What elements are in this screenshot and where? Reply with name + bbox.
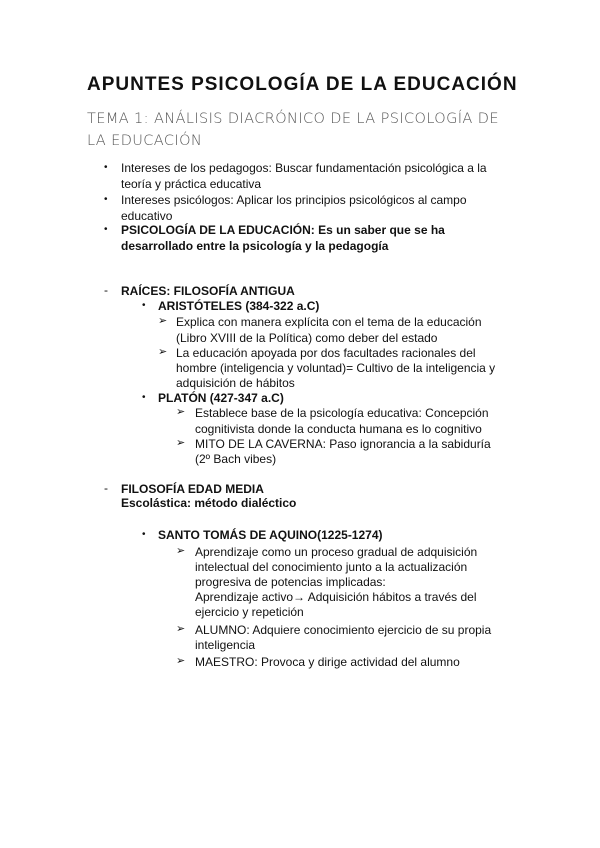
philosopher-name: SANTO TOMÁS DE AQUINO(1225-1274) [158, 528, 383, 542]
list-item: hombre (inteligencia y voluntad)= Cultivo de la inteligencia y [176, 361, 496, 375]
arrow-bullet-icon: ➢ [176, 623, 186, 635]
list-item: PSICOLOGÍA DE LA EDUCACIÓN: Es un saber que se ha [121, 223, 445, 237]
arrow-bullet-icon: ➢ [176, 406, 186, 418]
list-item: cognitivista donde la conducta humana es lo cognitivo [195, 422, 482, 436]
list-item: MAESTRO: Provoca y dirige actividad del alumno [195, 655, 460, 669]
list-item: adquisición de hábitos [176, 376, 295, 390]
philosopher-name: ARISTÓTELES (384-322 a.C) [158, 299, 320, 313]
list-item: inteligencia [195, 638, 256, 652]
list-item: (Libro XVIII de la Política) como deber del estado [176, 331, 438, 345]
bullet-icon: • [142, 392, 146, 403]
list-item: La educación apoyada por dos facultades racionales del [176, 346, 476, 360]
dash-icon: - [104, 283, 108, 297]
philosopher-name: PLATÓN (427-347 a.C) [158, 391, 284, 405]
list-item: Intereses psicólogos: Aplicar los principios psicológicos al campo [121, 193, 467, 207]
list-item: desarrollado entre la psicología y la pedagogía [121, 239, 389, 253]
list-item: educativo [121, 209, 173, 223]
list-item: Establece base de la psicología educativa: Concepción [195, 406, 489, 420]
list-item: teoría y práctica educativa [121, 177, 262, 191]
list-item: ejercicio y repetición [195, 605, 304, 619]
bullet-icon: • [104, 162, 108, 173]
list-item: Explica con manera explícita con el tema de la educación [176, 315, 482, 329]
bullet-icon: • [104, 224, 108, 235]
list-item: Aprendizaje activo→ Adquisición hábitos a través del [195, 590, 477, 604]
tema-heading: TEMA 1: ANÁLISIS DIACRÓNICO DE LA PSICOLOGÍA DE LA EDUCACIÓN [87, 111, 499, 149]
arrow-bullet-icon: ➢ [158, 346, 168, 358]
list-item: intelectual del conocimiento junto a la actualización [195, 560, 468, 574]
arrow-bullet-icon: ➢ [176, 545, 186, 557]
section-heading: FILOSOFÍA EDAD MEDIA [121, 482, 264, 496]
section-subheading: Escolástica: método dialéctico [121, 496, 297, 510]
arrow-bullet-icon: ➢ [176, 655, 186, 667]
list-item: ALUMNO: Adquiere conocimiento ejercicio de su propia [195, 623, 492, 637]
arrow-bullet-icon: ➢ [158, 315, 168, 327]
list-item: Aprendizaje como un proceso gradual de adquisición [195, 545, 478, 559]
bullet-icon: • [142, 529, 146, 540]
bullet-icon: • [104, 194, 108, 205]
list-item: MITO DE LA CAVERNA: Paso ignorancia a la sabiduría [195, 437, 491, 451]
section-heading: RAÍCES: FILOSOFÍA ANTIGUA [121, 284, 295, 298]
page-title: APUNTES PSICOLOGÍA DE LA EDUCACIÓN [87, 74, 518, 95]
dash-icon: - [104, 481, 108, 495]
arrow-bullet-icon: ➢ [176, 437, 186, 449]
list-item: Intereses de los pedagogos: Buscar fundamentación psicológica a la [121, 161, 487, 175]
bullet-icon: • [142, 300, 146, 311]
list-item: (2º Bach vibes) [195, 452, 277, 466]
list-item: progresiva de potencias implicadas: [195, 575, 386, 589]
